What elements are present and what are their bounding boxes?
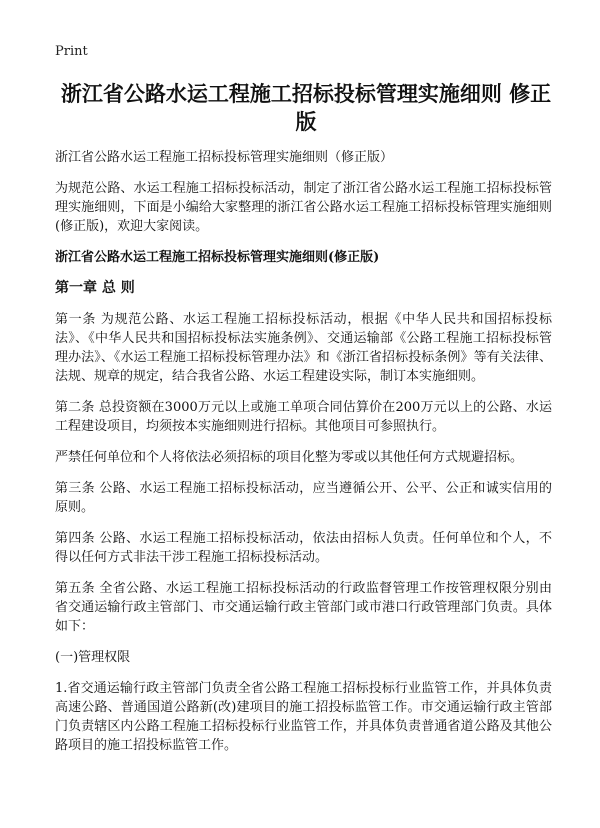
article-4: 第四条 公路、水运工程施工招标投标活动，依法由招标人负责。任何单位和个人，不得以任何方式非法干涉工程施工招标投标活动。 bbox=[55, 531, 552, 565]
document-body bbox=[55, 148, 552, 767]
page-title: 浙江省公路水运工程施工招标投标管理实施细则 修正版 bbox=[60, 82, 552, 134]
chapter-heading: 第一章 总 则 bbox=[55, 280, 135, 296]
article-2-note: 严禁任何单位和个人将依法必须招标的项目化整为零或以其他任何方式规避招标。 bbox=[55, 450, 524, 465]
article-5: 第五条 全省公路、水运工程施工招标投标活动的行政监督管理工作按管理权限分别由省交通运输行政主管部门、市交通运输行政主管部门或市港口行政管理部门负责。具体如下： bbox=[55, 581, 552, 634]
article-1: 第一条 为规范公路、水运工程施工招标投标活动，根据《中华人民共和国招标投标法》、《中华人民共和国招标投标法实施条例》、交通运输部《公路工程施工招标投标管理办法》、《水运工程施工招标投标管理办法》和《浙江省招标投标条例》等有关法律、法规、规章的规定，结合我省公路、水运工程建设实际，制订本实施细则。 bbox=[55, 312, 552, 384]
section-item-1: 1.省交通运输行政主管部门负责全省公路工程施工招标投标行业监管工作，并具体负责高速公路、普通国道公路新(改)建项目的施工招投标监管工作。市交通运输行政主管部门负责辖区内公路工程施工招标投标行业监管工作，并具体负责普通省道公路及其他公路项目的施工招投标监管工作。 bbox=[55, 681, 552, 753]
document-heading: 浙江省公路水运工程施工招标投标管理实施细则(修正版) bbox=[55, 250, 380, 265]
print-label[interactable]: Print bbox=[55, 44, 88, 59]
document-subtitle: 浙江省公路水运工程施工招标投标管理实施细则（修正版） bbox=[55, 150, 394, 165]
article-3: 第三条 公路、水运工程施工招标投标活动，应当遵循公开、公平、公正和诚实信用的原则。 bbox=[55, 481, 552, 515]
intro-paragraph: 为规范公路、水运工程施工招标投标活动，制定了浙江省公路水运工程施工招标投标管理实施细则，下面是小编给大家整理的浙江省公路水运工程施工招标投标管理实施细则(修正版)，欢迎大家阅读。 bbox=[55, 181, 552, 234]
section-heading: (一)管理权限 bbox=[55, 650, 131, 665]
article-2: 第二条 总投资额在3000万元以上或施工单项合同估算价在200万元以上的公路、水运工程建设项目，均须按本实施细则进行招标。其他项目可参照执行。 bbox=[55, 400, 552, 434]
